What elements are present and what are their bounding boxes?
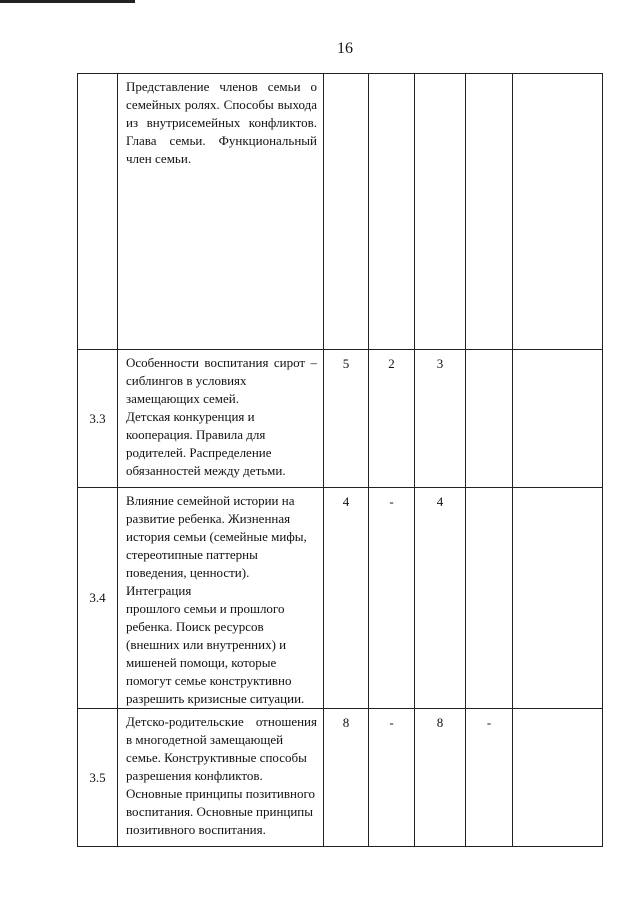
- table-row: [78, 488, 603, 709]
- topic-cell: [118, 709, 324, 847]
- topic-line: поведения, ценности). Интеграция: [126, 565, 250, 598]
- page-number: 16: [337, 40, 353, 57]
- theory-hours-cell: -: [369, 488, 415, 709]
- topic-cell: [118, 488, 324, 709]
- total-hours-cell: 5: [324, 350, 369, 488]
- theory-hours-cell: -: [369, 709, 415, 847]
- practice-hours-cell: 4: [415, 488, 466, 709]
- notes-cell: [513, 709, 603, 847]
- topic-line: позитивного воспитания.: [126, 822, 266, 837]
- topic-line: прошлого семьи и прошлого: [126, 601, 285, 616]
- notes-cell: [513, 74, 603, 350]
- row-number: 3.5: [78, 709, 118, 847]
- topic-cell: [118, 74, 324, 350]
- scan-edge-mark: [0, 0, 135, 3]
- topic-line: в многодетной замещающей: [126, 732, 284, 747]
- extra-hours-cell: [466, 350, 513, 488]
- total-hours-cell: [324, 74, 369, 350]
- topic-line: родителей. Распределение: [126, 445, 272, 460]
- topic-line: Детская конкуренция и: [126, 409, 255, 424]
- program-table: [77, 73, 603, 847]
- topic-line: мишеней помощи, которые: [126, 655, 277, 670]
- topic-line: Детско-родительские отношения: [126, 714, 317, 729]
- extra-hours-cell: -: [466, 709, 513, 847]
- row-number: 3.4: [78, 488, 118, 709]
- theory-hours-cell: 2: [369, 350, 415, 488]
- topic-line: разрешить кризисные ситуации.: [126, 691, 305, 706]
- table-row: [78, 709, 603, 847]
- practice-hours-cell: 8: [415, 709, 466, 847]
- extra-hours-cell: [466, 488, 513, 709]
- topic-line: обязанностей между детьми.: [126, 463, 286, 478]
- topic-line: семье. Конструктивные способы: [126, 750, 307, 765]
- notes-cell: [513, 488, 603, 709]
- topic-line: ребенка. Поиск ресурсов: [126, 619, 264, 634]
- topic-cell: [118, 350, 324, 488]
- topic-line: разрешения конфликтов.: [126, 768, 263, 783]
- topic-line: помогут семье конструктивно: [126, 673, 292, 688]
- topic-line: замещающих семей.: [126, 391, 240, 406]
- theory-hours-cell: [369, 74, 415, 350]
- table-row: [78, 350, 603, 488]
- topic-line: Глава семьи. Функциональный: [126, 133, 317, 148]
- table-row: [78, 74, 603, 350]
- topic-line: Особенности воспитания сирот –: [126, 355, 317, 370]
- topic-line: член семьи.: [126, 151, 192, 166]
- topic-line: семейных ролях. Способы выхода: [126, 97, 317, 112]
- topic-line: (внешних или внутренних) и: [126, 637, 287, 652]
- topic-line: Представление членов семьи о: [126, 79, 317, 94]
- practice-hours-cell: 3: [415, 350, 466, 488]
- topic-line: стереотипные паттерны: [126, 547, 258, 562]
- notes-cell: [513, 350, 603, 488]
- total-hours-cell: 8: [324, 709, 369, 847]
- topic-line: развитие ребенка. Жизненная: [126, 511, 291, 526]
- topic-line: Основные принципы позитивного: [126, 786, 315, 801]
- row-number: [78, 74, 118, 350]
- total-hours-cell: 4: [324, 488, 369, 709]
- extra-hours-cell: [466, 74, 513, 350]
- row-number: 3.3: [78, 350, 118, 488]
- topic-line: воспитания. Основные принципы: [126, 804, 314, 819]
- topic-line: Влияние семейной истории на: [126, 493, 295, 508]
- practice-hours-cell: [415, 74, 466, 350]
- topic-line: кооперация. Правила для: [126, 427, 266, 442]
- topic-line: история семьи (семейные мифы,: [126, 529, 307, 544]
- topic-line: сиблингов в условиях: [126, 373, 247, 388]
- topic-line: из внутрисемейных конфликтов.: [126, 115, 317, 130]
